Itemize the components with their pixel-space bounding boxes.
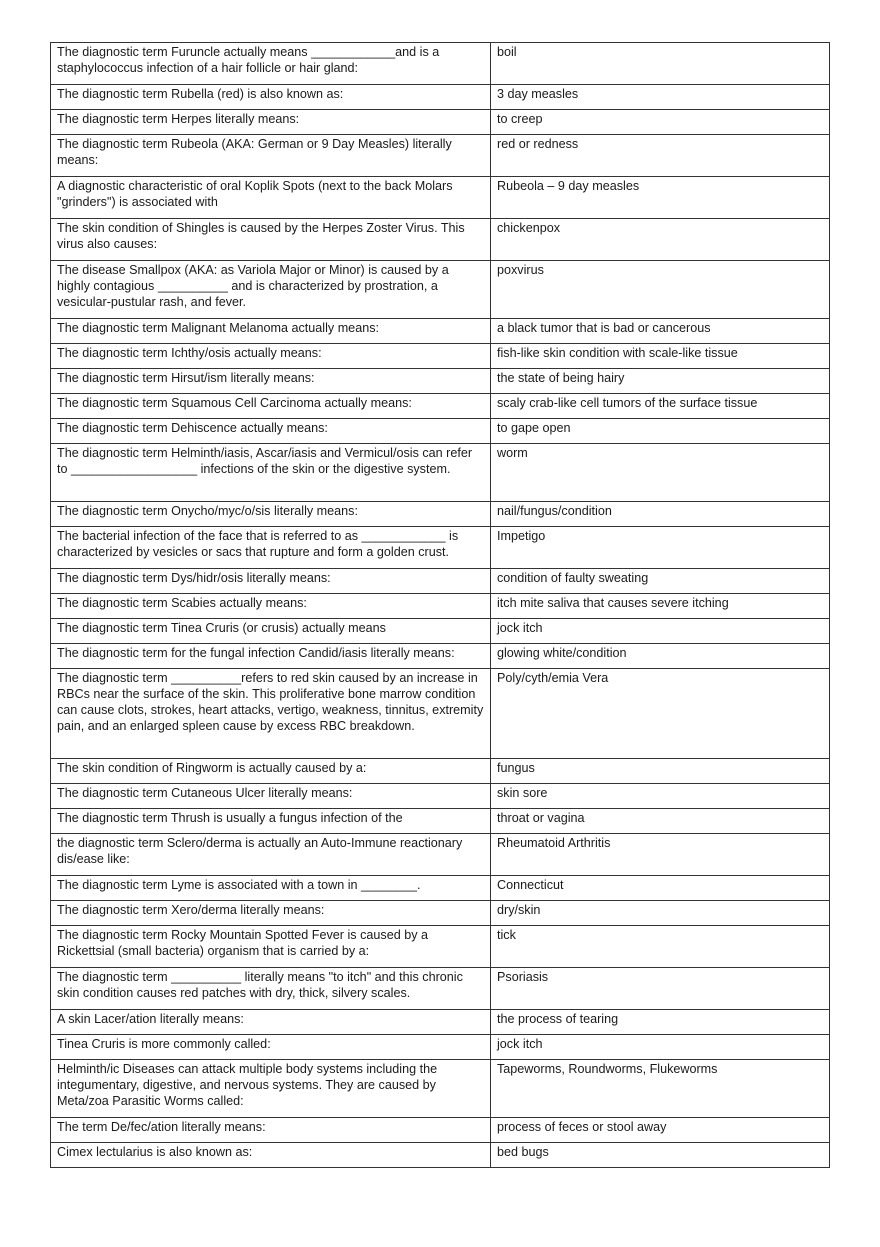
table-row — [51, 135, 830, 177]
question-cell: The diagnostic term __________refers to red skin caused by an increase in RBCs near the surface of the skin. This proliferative bone marrow condition can cause clots, strokes, heart attacks, vertigo, weakness, tinnitus, extremity pain, and an enlarged spleen cause by excess RBC breakdown. — [51, 669, 491, 759]
table-row — [51, 85, 830, 110]
table-row — [51, 344, 830, 369]
answer-cell: Rheumatoid Arthritis — [491, 834, 830, 876]
question-cell: The term De/fec/ation literally means: — [51, 1118, 491, 1143]
question-cell: The diagnostic term Dehiscence actually means: — [51, 419, 491, 444]
question-cell: The diagnostic term Rubeola (AKA: German or 9 Day Measles) literally means: — [51, 135, 491, 177]
table-row — [51, 444, 830, 502]
table-row — [51, 261, 830, 319]
table-row — [51, 901, 830, 926]
table-row — [51, 1118, 830, 1143]
answer-cell: Connecticut — [491, 876, 830, 901]
answer-cell: to gape open — [491, 419, 830, 444]
question-cell: The diagnostic term Furuncle actually means ____________and is a staphylococcus infection of a hair follicle or hair gland: — [51, 43, 491, 85]
table-row — [51, 527, 830, 569]
answer-cell: skin sore — [491, 784, 830, 809]
answer-cell: Tapeworms, Roundworms, Flukeworms — [491, 1060, 830, 1118]
table-row — [51, 177, 830, 219]
question-cell: The diagnostic term Helminth/iasis, Ascar/iasis and Vermicul/osis can refer to __________________ infections of the skin or the digestive system. — [51, 444, 491, 502]
table-row — [51, 644, 830, 669]
answer-cell: throat or vagina — [491, 809, 830, 834]
question-cell: The diagnostic term Lyme is associated with a town in ________. — [51, 876, 491, 901]
answer-cell: fungus — [491, 759, 830, 784]
answer-cell: jock itch — [491, 1035, 830, 1060]
answer-cell: red or redness — [491, 135, 830, 177]
table-row — [51, 369, 830, 394]
answer-cell: tick — [491, 926, 830, 968]
question-cell: The disease Smallpox (AKA: as Variola Major or Minor) is caused by a highly contagious __________ and is characterized by prostration, a vesicular-pustular rash, and fever. — [51, 261, 491, 319]
question-cell: A diagnostic characteristic of oral Koplik Spots (next to the back Molars "grinders") is associated with — [51, 177, 491, 219]
answer-cell: the state of being hairy — [491, 369, 830, 394]
table-row — [51, 569, 830, 594]
table-row — [51, 43, 830, 85]
answer-cell: chickenpox — [491, 219, 830, 261]
answer-cell: dry/skin — [491, 901, 830, 926]
table-row — [51, 502, 830, 527]
answer-cell: boil — [491, 43, 830, 85]
question-cell: The diagnostic term Ichthy/osis actually means: — [51, 344, 491, 369]
answer-cell: bed bugs — [491, 1143, 830, 1168]
answer-cell: to creep — [491, 110, 830, 135]
table-row — [51, 619, 830, 644]
qa-sheet — [50, 42, 830, 1168]
question-cell: A skin Lacer/ation literally means: — [51, 1010, 491, 1035]
answer-cell: process of feces or stool away — [491, 1118, 830, 1143]
answer-cell: a black tumor that is bad or cancerous — [491, 319, 830, 344]
answer-cell: the process of tearing — [491, 1010, 830, 1035]
question-cell: The diagnostic term Onycho/myc/o/sis literally means: — [51, 502, 491, 527]
answer-cell: Rubeola – 9 day measles — [491, 177, 830, 219]
table-row — [51, 968, 830, 1010]
question-cell: Tinea Cruris is more commonly called: — [51, 1035, 491, 1060]
question-cell: The diagnostic term Rubella (red) is also known as: — [51, 85, 491, 110]
table-row — [51, 834, 830, 876]
table-row — [51, 1010, 830, 1035]
table-row — [51, 394, 830, 419]
question-cell: The diagnostic term Squamous Cell Carcinoma actually means: — [51, 394, 491, 419]
table-row — [51, 784, 830, 809]
question-cell: The diagnostic term Thrush is usually a fungus infection of the — [51, 809, 491, 834]
question-cell: The bacterial infection of the face that is referred to as ____________ is characterized by vesicles or sacs that rupture and form a golden crust. — [51, 527, 491, 569]
answer-cell: jock itch — [491, 619, 830, 644]
question-cell: The diagnostic term Rocky Mountain Spotted Fever is caused by a Rickettsial (small bacteria) organism that is carried by a: — [51, 926, 491, 968]
question-cell: The diagnostic term Scabies actually means: — [51, 594, 491, 619]
question-cell: The skin condition of Shingles is caused by the Herpes Zoster Virus. This virus also causes: — [51, 219, 491, 261]
answer-cell: nail/fungus/condition — [491, 502, 830, 527]
table-row — [51, 759, 830, 784]
table-row — [51, 110, 830, 135]
answer-cell: condition of faulty sweating — [491, 569, 830, 594]
question-cell: Helminth/ic Diseases can attack multiple body systems including the integumentary, digestive, and nervous systems. They are caused by Meta/zoa Parasitic Worms called: — [51, 1060, 491, 1118]
table-row — [51, 1035, 830, 1060]
question-cell: The diagnostic term Tinea Cruris (or crusis) actually means — [51, 619, 491, 644]
question-cell: The diagnostic term __________ literally means "to itch" and this chronic skin condition causes red patches with dry, thick, silvery scales. — [51, 968, 491, 1010]
question-cell: The diagnostic term for the fungal infection Candid/iasis literally means: — [51, 644, 491, 669]
table-row — [51, 219, 830, 261]
table-row — [51, 1060, 830, 1118]
question-cell: The skin condition of Ringworm is actually caused by a: — [51, 759, 491, 784]
answer-cell: Psoriasis — [491, 968, 830, 1010]
question-cell: Cimex lectularius is also known as: — [51, 1143, 491, 1168]
answer-cell: itch mite saliva that causes severe itching — [491, 594, 830, 619]
answer-cell: worm — [491, 444, 830, 502]
question-cell: The diagnostic term Hirsut/ism literally means: — [51, 369, 491, 394]
question-cell: The diagnostic term Herpes literally means: — [51, 110, 491, 135]
table-row — [51, 809, 830, 834]
answer-cell: Impetigo — [491, 527, 830, 569]
answer-cell: poxvirus — [491, 261, 830, 319]
table-row — [51, 319, 830, 344]
answer-cell: Poly/cyth/emia Vera — [491, 669, 830, 759]
answer-cell: scaly crab-like cell tumors of the surface tissue — [491, 394, 830, 419]
question-cell: The diagnostic term Xero/derma literally means: — [51, 901, 491, 926]
table-row — [51, 594, 830, 619]
qa-table — [50, 42, 830, 1168]
table-row — [51, 876, 830, 901]
table-row — [51, 926, 830, 968]
question-cell: the diagnostic term Sclero/derma is actually an Auto-Immune reactionary dis/ease like: — [51, 834, 491, 876]
table-row — [51, 419, 830, 444]
question-cell: The diagnostic term Cutaneous Ulcer literally means: — [51, 784, 491, 809]
table-row — [51, 669, 830, 759]
answer-cell: fish-like skin condition with scale-like tissue — [491, 344, 830, 369]
question-cell: The diagnostic term Dys/hidr/osis literally means: — [51, 569, 491, 594]
question-cell: The diagnostic term Malignant Melanoma actually means: — [51, 319, 491, 344]
answer-cell: 3 day measles — [491, 85, 830, 110]
answer-cell: glowing white/condition — [491, 644, 830, 669]
table-row — [51, 1143, 830, 1168]
